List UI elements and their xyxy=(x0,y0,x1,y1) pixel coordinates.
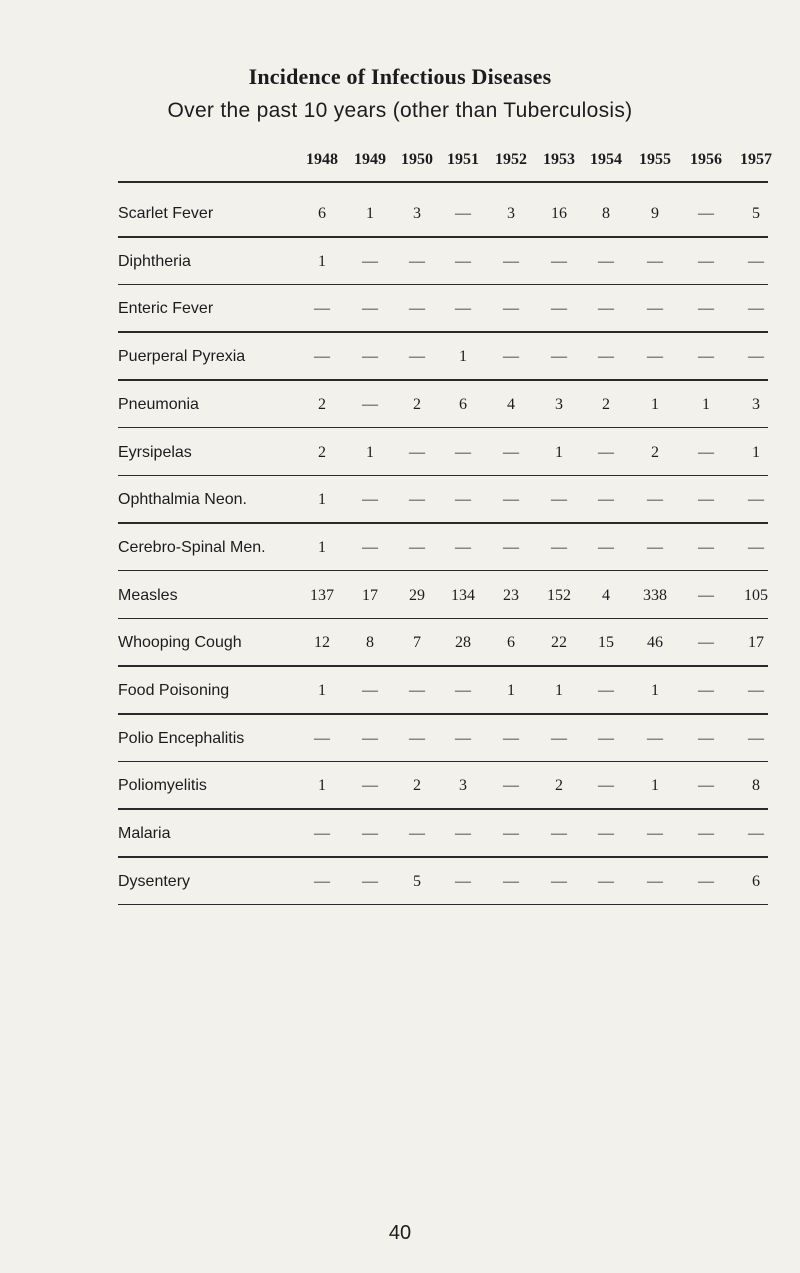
case-count: — xyxy=(314,872,330,890)
case-count: — xyxy=(455,682,471,699)
case-count: — xyxy=(698,777,714,795)
table-row xyxy=(0,444,800,474)
case-count: — xyxy=(647,825,663,843)
case-count: — xyxy=(362,825,378,843)
case-count: 6 xyxy=(459,395,467,413)
case-count: 4 xyxy=(602,586,610,604)
disease-name: Whooping Cough xyxy=(118,634,242,652)
year-header: 1949 xyxy=(354,151,386,168)
case-count: 3 xyxy=(752,395,760,413)
case-count: — xyxy=(362,491,378,509)
case-count: 4 xyxy=(507,395,515,413)
case-count: — xyxy=(455,825,471,843)
disease-name: Polio Encephalitis xyxy=(118,729,245,747)
case-count: — xyxy=(698,872,714,890)
case-count: — xyxy=(748,300,764,318)
table-row xyxy=(0,539,800,569)
case-count: 134 xyxy=(451,586,475,604)
year-header: 1950 xyxy=(401,151,433,168)
disease-name: Food Poisoning xyxy=(118,682,230,699)
year-header-row xyxy=(0,151,800,171)
case-count: 17 xyxy=(748,634,764,652)
disease-name: Scarlet Fever xyxy=(118,205,214,222)
row-rule xyxy=(118,284,768,286)
case-count: 8 xyxy=(602,205,610,222)
year-header: 1954 xyxy=(590,151,622,168)
case-count: 22 xyxy=(551,634,567,652)
header-rule xyxy=(118,181,768,183)
case-count: 1 xyxy=(459,348,467,366)
case-count: 152 xyxy=(547,586,571,604)
case-count: — xyxy=(314,348,330,366)
case-count: — xyxy=(647,729,663,747)
row-rule xyxy=(118,904,768,906)
page-number: 40 xyxy=(388,1222,412,1244)
case-count: 1 xyxy=(507,682,515,699)
case-count: 17 xyxy=(362,586,378,604)
case-count: 12 xyxy=(314,634,330,652)
table-row xyxy=(0,825,800,855)
table-row xyxy=(0,348,800,378)
case-count: — xyxy=(362,348,378,366)
disease-name: Ophthalmia Neon. xyxy=(118,491,247,509)
case-count: — xyxy=(748,729,764,747)
case-count: — xyxy=(647,348,663,366)
case-count: — xyxy=(362,300,378,318)
case-count: — xyxy=(362,538,378,556)
case-count: — xyxy=(455,729,471,747)
case-count: 1 xyxy=(555,682,563,699)
table-row xyxy=(0,253,800,283)
case-count: — xyxy=(362,252,378,270)
case-count: 3 xyxy=(507,205,515,222)
case-count: 9 xyxy=(651,205,659,222)
case-count: — xyxy=(698,252,714,270)
case-count: — xyxy=(647,300,663,318)
case-count: 1 xyxy=(318,252,326,270)
table-row xyxy=(0,777,800,807)
case-count: — xyxy=(362,729,378,747)
case-count: — xyxy=(748,825,764,843)
disease-name: Measles xyxy=(118,586,178,604)
case-count: 23 xyxy=(503,586,519,604)
case-count: 137 xyxy=(310,586,334,604)
case-count: — xyxy=(455,491,471,509)
case-count: — xyxy=(455,872,471,890)
case-count: — xyxy=(598,300,614,318)
case-count: 1 xyxy=(651,395,659,413)
case-count: 1 xyxy=(318,682,326,699)
case-count: 1 xyxy=(555,443,563,461)
year-header: 1951 xyxy=(447,151,479,168)
case-count: 2 xyxy=(413,395,421,413)
case-count: — xyxy=(314,729,330,747)
table-row xyxy=(0,205,800,235)
case-count: — xyxy=(503,348,519,366)
case-count: 6 xyxy=(507,634,515,652)
table-row xyxy=(0,682,800,712)
year-header: 1953 xyxy=(543,151,575,168)
row-rule xyxy=(118,522,768,524)
case-count: 3 xyxy=(555,395,563,413)
case-count: — xyxy=(647,252,663,270)
case-count: 8 xyxy=(752,777,760,795)
case-count: — xyxy=(455,538,471,556)
case-count: — xyxy=(698,300,714,318)
case-count: 1 xyxy=(752,443,760,461)
case-count: — xyxy=(551,252,567,270)
case-count: — xyxy=(409,729,425,747)
case-count: — xyxy=(598,777,614,795)
table-row xyxy=(0,634,800,664)
row-rule xyxy=(118,236,768,238)
case-count: — xyxy=(362,682,378,699)
case-count: — xyxy=(748,682,764,699)
case-count: — xyxy=(551,300,567,318)
case-count: — xyxy=(551,729,567,747)
disease-name: Enteric Fever xyxy=(118,300,214,318)
case-count: — xyxy=(362,872,378,890)
year-header: 1957 xyxy=(740,151,772,168)
row-rule xyxy=(118,570,768,572)
row-rule xyxy=(118,475,768,477)
row-rule xyxy=(118,331,768,333)
case-count: 29 xyxy=(409,586,425,604)
case-count: 28 xyxy=(455,634,471,652)
row-rule xyxy=(118,427,768,429)
disease-name: Malaria xyxy=(118,825,171,843)
table-row xyxy=(0,587,800,617)
case-count: 16 xyxy=(551,205,567,222)
disease-name: Poliomyelitis xyxy=(118,777,207,795)
case-count: — xyxy=(698,538,714,556)
case-count: — xyxy=(698,586,714,604)
disease-name: Eyrsipelas xyxy=(118,443,192,461)
case-count: — xyxy=(409,348,425,366)
case-count: — xyxy=(551,872,567,890)
case-count: 2 xyxy=(602,395,610,413)
case-count: 2 xyxy=(318,395,326,413)
case-count: — xyxy=(409,491,425,509)
case-count: 46 xyxy=(647,634,663,652)
case-count: — xyxy=(455,300,471,318)
case-count: — xyxy=(698,205,714,222)
case-count: 2 xyxy=(651,443,659,461)
case-count: — xyxy=(409,443,425,461)
case-count: — xyxy=(503,300,519,318)
case-count: — xyxy=(362,395,378,413)
case-count: — xyxy=(598,348,614,366)
case-count: 15 xyxy=(598,634,614,652)
table-row xyxy=(0,873,800,903)
case-count: — xyxy=(551,825,567,843)
case-count: — xyxy=(503,825,519,843)
case-count: — xyxy=(455,252,471,270)
table-row xyxy=(0,396,800,426)
case-count: — xyxy=(409,825,425,843)
case-count: — xyxy=(409,682,425,699)
case-count: — xyxy=(314,825,330,843)
case-count: — xyxy=(503,443,519,461)
row-rule xyxy=(118,618,768,620)
case-count: 5 xyxy=(413,872,421,890)
case-count: — xyxy=(647,491,663,509)
case-count: — xyxy=(698,348,714,366)
case-count: — xyxy=(698,491,714,509)
case-count: — xyxy=(598,729,614,747)
case-count: — xyxy=(503,872,519,890)
row-rule xyxy=(118,379,768,381)
year-header: 1948 xyxy=(306,151,338,168)
case-count: — xyxy=(698,682,714,699)
case-count: — xyxy=(598,491,614,509)
case-count: — xyxy=(503,491,519,509)
case-count: — xyxy=(551,348,567,366)
case-count: — xyxy=(748,348,764,366)
case-count: 6 xyxy=(752,872,760,890)
row-rule xyxy=(118,761,768,763)
case-count: — xyxy=(598,682,614,699)
case-count: — xyxy=(503,729,519,747)
case-count: 1 xyxy=(318,538,326,556)
case-count: — xyxy=(598,443,614,461)
case-count: — xyxy=(598,538,614,556)
case-count: — xyxy=(598,872,614,890)
disease-name: Dysentery xyxy=(118,872,191,890)
row-rule xyxy=(118,713,768,715)
case-count: — xyxy=(748,538,764,556)
case-count: 3 xyxy=(413,205,421,222)
disease-name: Puerperal Pyrexia xyxy=(118,348,246,366)
case-count: — xyxy=(314,300,330,318)
case-count: — xyxy=(551,491,567,509)
year-header: 1952 xyxy=(495,151,527,168)
case-count: 338 xyxy=(643,586,667,604)
case-count: 1 xyxy=(366,205,374,222)
case-count: 1 xyxy=(702,395,710,413)
case-count: 105 xyxy=(744,586,768,604)
year-header: 1955 xyxy=(639,151,671,168)
case-count: 2 xyxy=(555,777,563,795)
case-count: — xyxy=(647,538,663,556)
disease-name: Diphtheria xyxy=(118,252,191,270)
case-count: 1 xyxy=(366,443,374,461)
case-count: — xyxy=(409,538,425,556)
case-count: — xyxy=(503,252,519,270)
disease-name: Pneumonia xyxy=(118,395,199,413)
case-count: 5 xyxy=(752,205,760,222)
case-count: — xyxy=(551,538,567,556)
case-count: — xyxy=(455,443,471,461)
page-subtitle: Over the past 10 years (other than Tuberculosis) xyxy=(167,99,633,122)
case-count: 6 xyxy=(318,205,326,222)
page-title: Incidence of Infectious Diseases xyxy=(248,64,552,89)
case-count: — xyxy=(598,252,614,270)
case-count: — xyxy=(503,777,519,795)
row-rule xyxy=(118,665,768,667)
disease-name: Cerebro-Spinal Men. xyxy=(118,538,266,556)
case-count: — xyxy=(598,825,614,843)
case-count: 1 xyxy=(651,777,659,795)
case-count: 2 xyxy=(318,443,326,461)
case-count: — xyxy=(748,491,764,509)
case-count: — xyxy=(409,300,425,318)
table-row xyxy=(0,491,800,521)
case-count: — xyxy=(409,252,425,270)
case-count: 2 xyxy=(413,777,421,795)
year-header: 1956 xyxy=(690,151,722,168)
case-count: 1 xyxy=(651,682,659,699)
case-count: 1 xyxy=(318,777,326,795)
case-count: 3 xyxy=(459,777,467,795)
case-count: — xyxy=(455,205,471,222)
case-count: — xyxy=(362,777,378,795)
case-count: — xyxy=(647,872,663,890)
case-count: — xyxy=(748,252,764,270)
row-rule xyxy=(118,856,768,858)
table-row xyxy=(0,730,800,760)
row-rule xyxy=(118,808,768,810)
case-count: 1 xyxy=(318,491,326,509)
case-count: — xyxy=(698,825,714,843)
case-count: — xyxy=(503,538,519,556)
case-count: 8 xyxy=(366,634,374,652)
case-count: 7 xyxy=(413,634,421,652)
case-count: — xyxy=(698,634,714,652)
case-count: — xyxy=(698,443,714,461)
table-row xyxy=(0,300,800,330)
case-count: — xyxy=(698,729,714,747)
